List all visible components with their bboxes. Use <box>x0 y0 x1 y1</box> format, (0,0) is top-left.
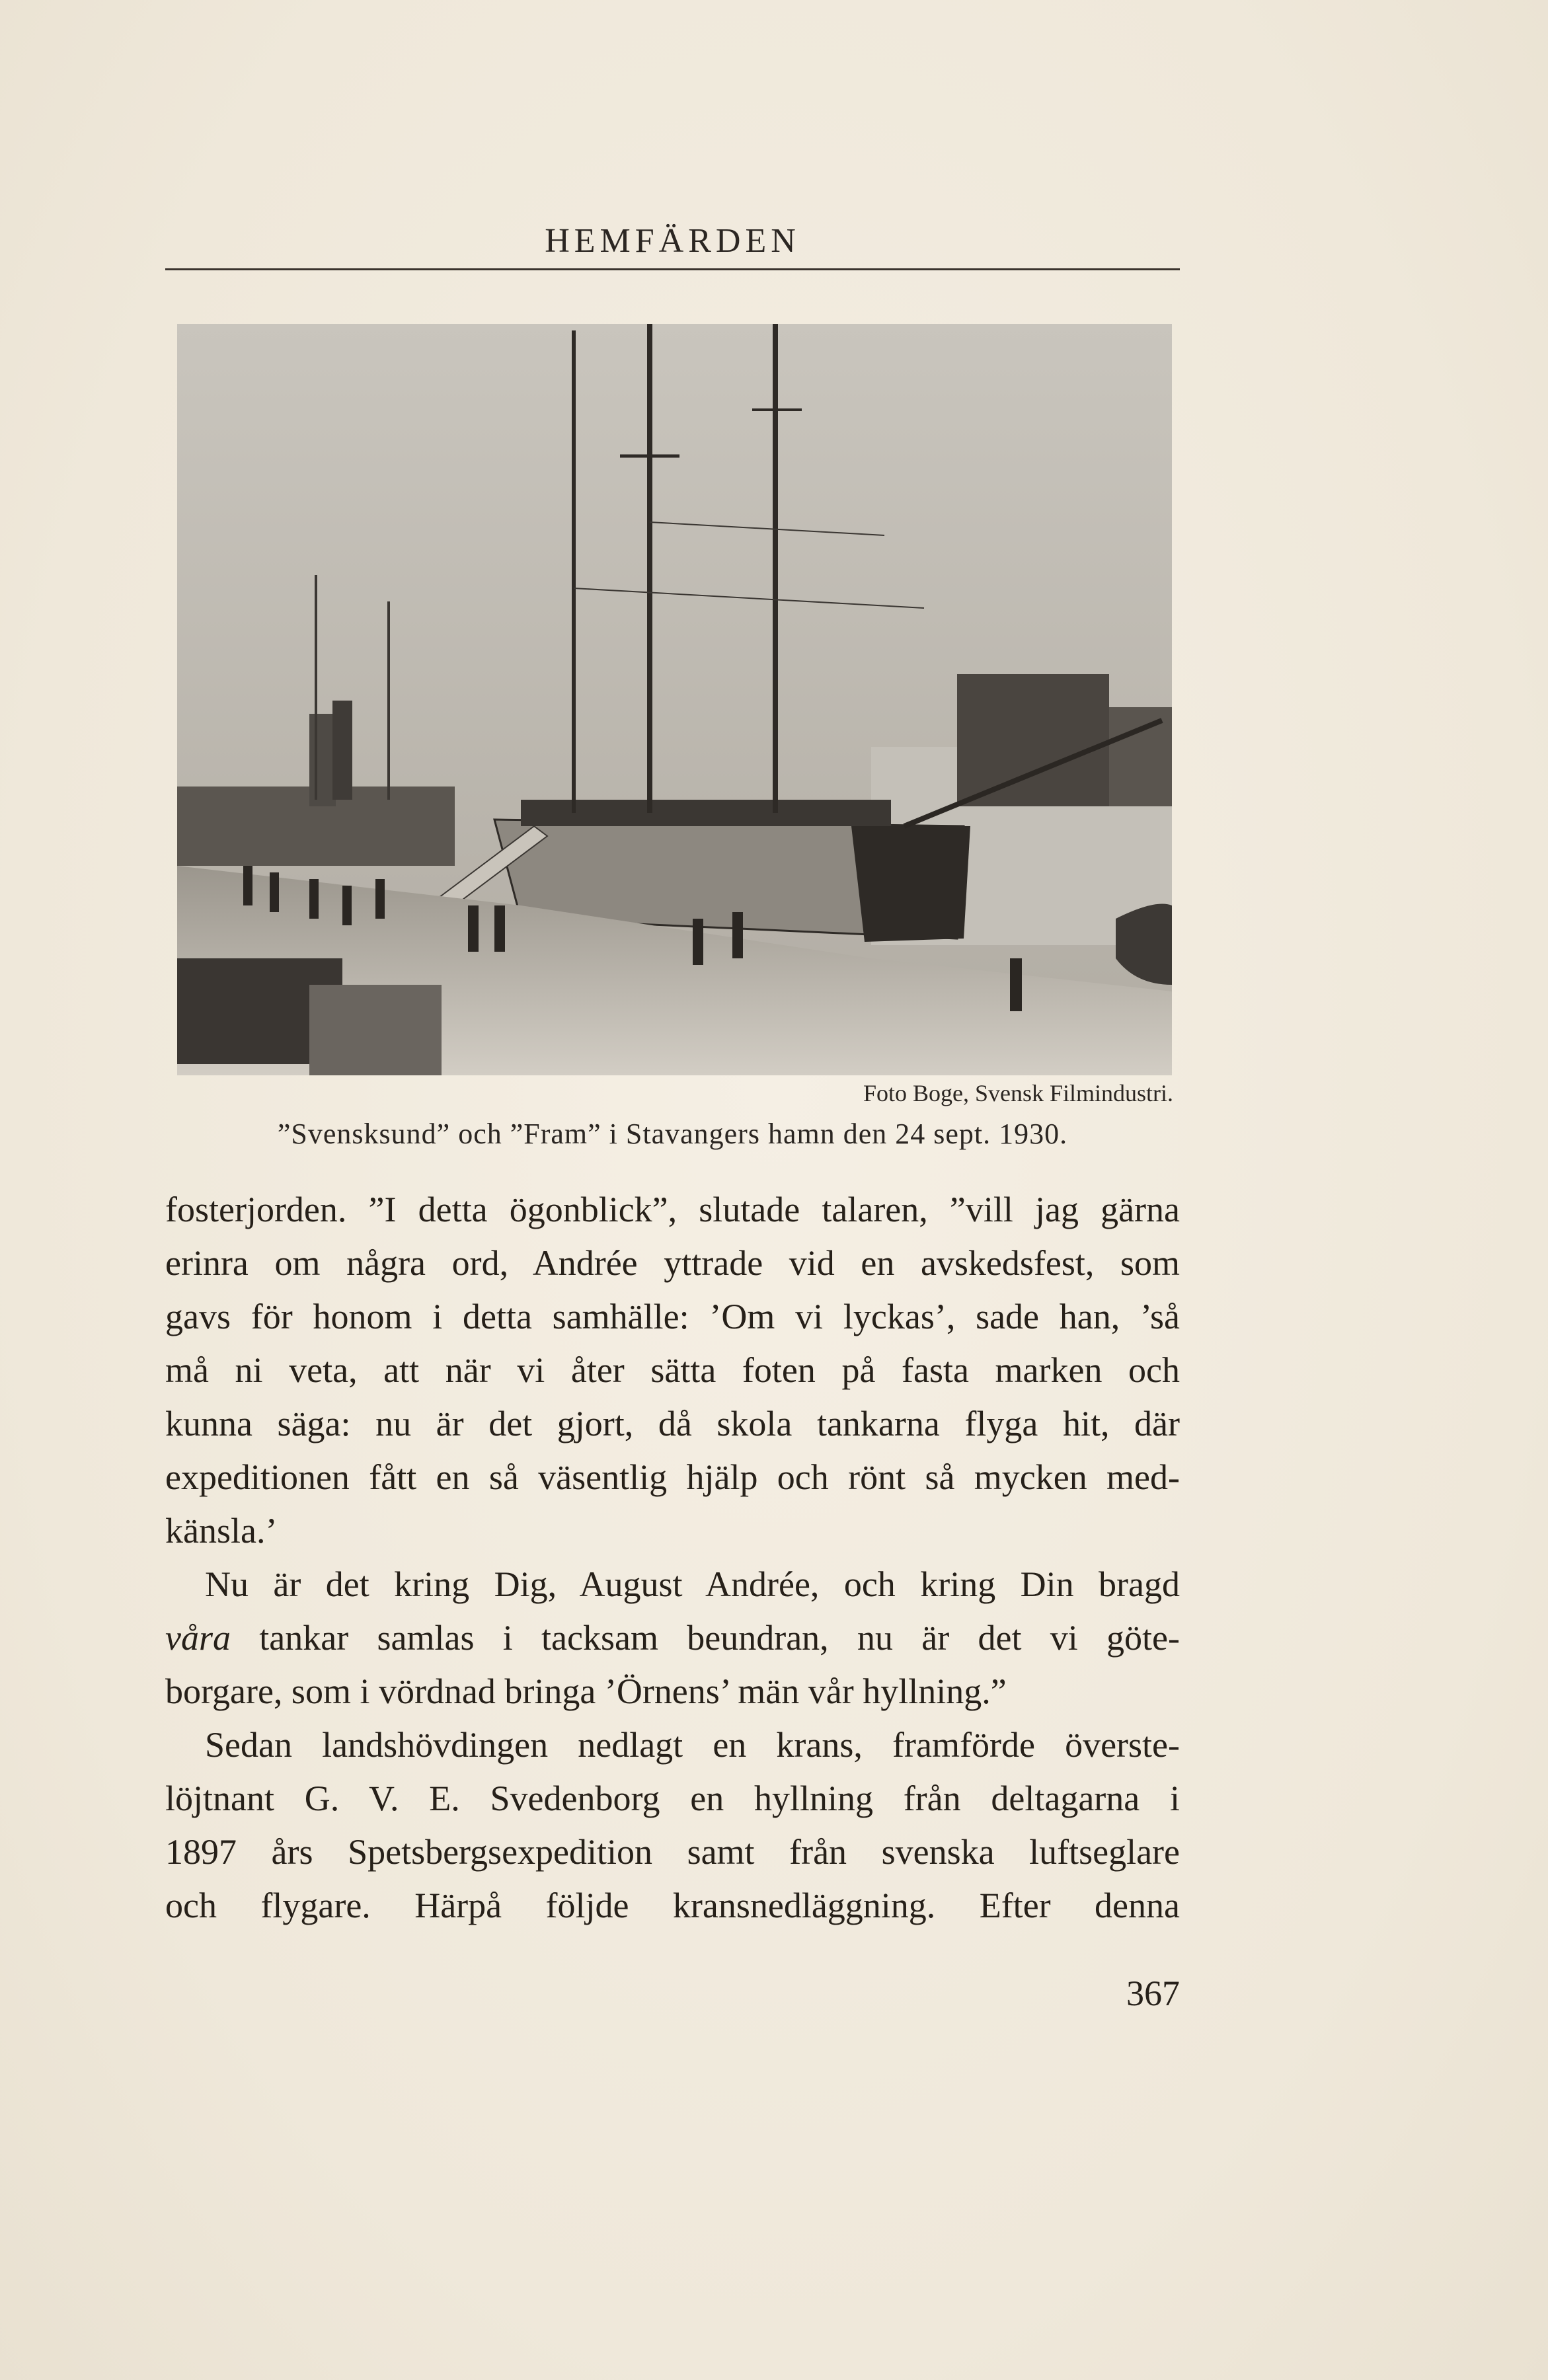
text-line: 1897 års Spetsbergsexpedition samt från svenska luftseglare <box>165 1832 1180 1872</box>
ship-harbor-illustration <box>177 324 1172 1075</box>
text-line: kunna säga: nu är det gjort, då skola tankarna flyga hit, där <box>165 1404 1180 1443</box>
text-line: erinra om några ord, Andrée yttrade vid en avskedsfest, som <box>165 1243 1180 1283</box>
body-text <box>165 1183 1180 1933</box>
text-line: må ni veta, att när vi åter sätta foten på fasta marken och <box>165 1350 1180 1390</box>
italic-word: våra <box>165 1618 231 1658</box>
page-number: 367 <box>1126 1974 1180 2013</box>
text-line <box>165 1611 1180 1665</box>
text-line: borgare, som i vördnad bringa ’Örnens’ män vår hyllning.” <box>165 1671 1007 1711</box>
text-line-rest: tankar samlas i tacksam beundran, nu är det vi göte- <box>230 1618 1180 1658</box>
text-line: expeditionen fått en så väsentlig hjälp och rönt så mycken med- <box>165 1457 1180 1497</box>
text-line: känsla.’ <box>165 1511 278 1551</box>
text-line: Sedan landshövdingen nedlagt en krans, framförde överste- <box>205 1725 1180 1765</box>
text-line: och flygare. Härpå följde kransnedläggning. Efter denna <box>165 1886 1180 1925</box>
text-line: Nu är det kring Dig, August Andrée, och kring Din bragd <box>205 1564 1180 1604</box>
text-line: gavs för honom i detta samhälle: ’Om vi lyckas’, sade han, ’så <box>165 1297 1180 1336</box>
text-line: löjtnant G. V. E. Svedenborg en hyllning från deltagarna i <box>165 1779 1180 1818</box>
photo-credit: Foto Boge, Svensk Filmindustri. <box>863 1080 1173 1106</box>
header-rule <box>165 268 1180 270</box>
text-line: fosterjorden. ”I detta ögonblick”, slutade talaren, ”vill jag gärna <box>165 1190 1180 1229</box>
harbor-photograph <box>177 324 1172 1075</box>
photo-caption: ”Svensksund” och ”Fram” i Stavangers hamn den 24 sept. 1930. <box>277 1118 1068 1150</box>
running-head: HEMFÄRDEN <box>545 222 800 260</box>
